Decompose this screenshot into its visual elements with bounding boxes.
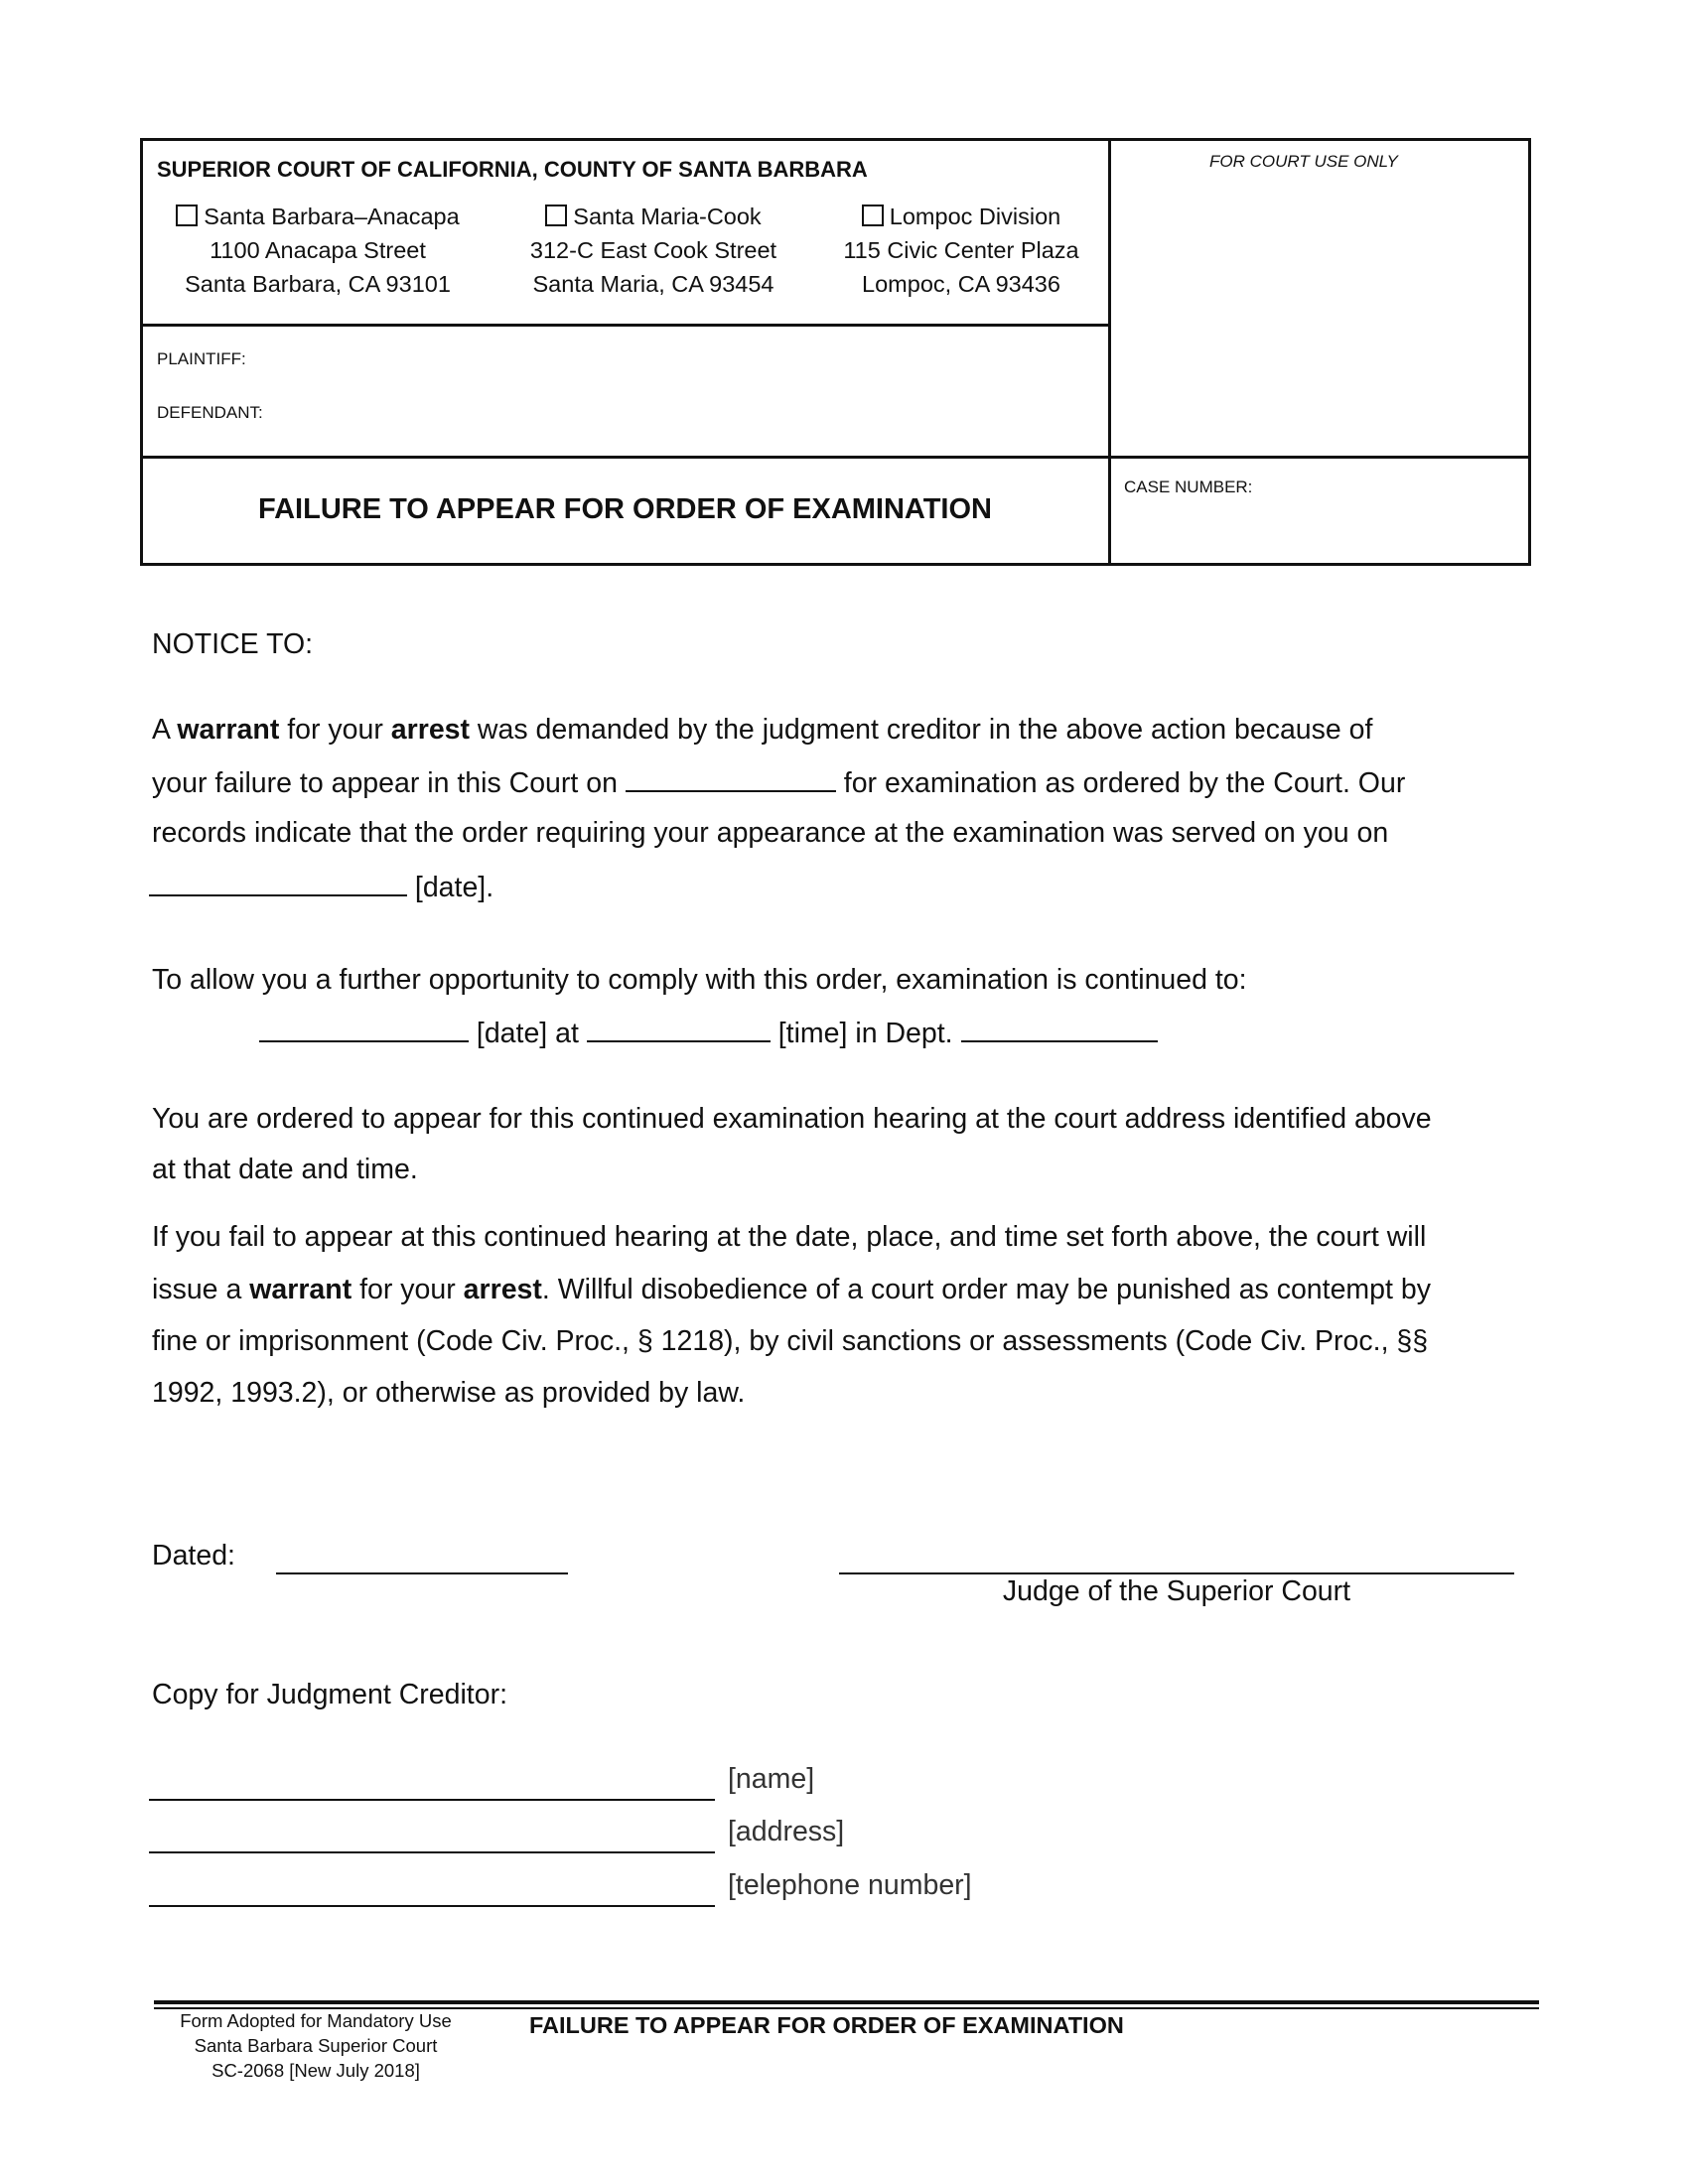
continued-time-blank[interactable] [587, 1015, 771, 1042]
text: [date] at [469, 1018, 587, 1049]
footer-line: Santa Barbara Superior Court [194, 2035, 438, 2056]
checkbox[interactable] [176, 205, 198, 226]
emphasis: warrant [249, 1274, 352, 1305]
text: for your [279, 714, 391, 746]
notice-to: NOTICE TO: [152, 628, 314, 660]
location-santa-barbara [159, 200, 477, 301]
for-court-use-label: FOR COURT USE ONLY [1209, 152, 1398, 171]
location-street: 312-C East Cook Street [529, 237, 777, 263]
location-city: Santa Barbara, CA 93101 [185, 271, 451, 297]
location-street: 115 Civic Center Plaza [843, 237, 1079, 263]
location-option[interactable] [159, 200, 477, 233]
text: [date]. [407, 872, 494, 903]
plaintiff-label: PLAINTIFF: [157, 349, 246, 368]
text: issue a [152, 1274, 250, 1305]
creditor-name-label: [name] [728, 1763, 815, 1795]
text: A [152, 714, 178, 746]
dept-blank[interactable] [961, 1015, 1158, 1042]
divider [140, 324, 1109, 327]
court-name: SUPERIOR COURT OF CALIFORNIA, COUNTY OF SANTA BARBARA [157, 157, 868, 182]
location-name: Lompoc Division [889, 204, 1061, 229]
paragraph-1-line-1 [152, 714, 1372, 747]
emphasis: arrest [463, 1274, 542, 1305]
paragraph-4-line-2 [152, 1274, 1431, 1306]
divider [140, 456, 1531, 459]
paragraph-1-line-3: records indicate that the order requiring your appearance at the examination was served on you on [152, 817, 1389, 849]
form-title: FAILURE TO APPEAR FOR ORDER OF EXAMINATION [258, 493, 992, 525]
creditor-phone-line[interactable] [149, 1905, 715, 1907]
checkbox[interactable] [545, 205, 567, 226]
location-street: 1100 Anacapa Street [210, 237, 426, 263]
creditor-name-line[interactable] [149, 1799, 715, 1801]
continued-date-blank[interactable] [259, 1015, 469, 1042]
paragraph-4-line-4: 1992, 1993.2), or otherwise as provided by law. [152, 1377, 746, 1409]
text: [time] in Dept. [770, 1018, 961, 1049]
paragraph-1-line-2 [152, 764, 1405, 800]
footer-line: Form Adopted for Mandatory Use [180, 2010, 452, 2031]
paragraph-2-line-2 [259, 1015, 1158, 1050]
location-name: Santa Maria-Cook [573, 204, 762, 229]
footer-line: SC-2068 [New July 2018] [211, 2060, 420, 2081]
creditor-address-line[interactable] [149, 1851, 715, 1853]
paragraph-4-line-3: fine or imprisonment (Code Civ. Proc., § 1218), by civil sanctions or assessments (Code Civ. Proc., §§ [152, 1325, 1429, 1357]
location-santa-maria [494, 200, 812, 301]
paragraph-1-line-4 [149, 869, 493, 904]
text: for examination as ordered by the Court. Our [835, 767, 1406, 799]
location-name: Santa Barbara–Anacapa [204, 204, 460, 229]
judge-signature-line[interactable] [839, 1572, 1514, 1574]
location-option[interactable] [802, 200, 1120, 233]
footer-form-info [157, 2008, 475, 2083]
checkbox[interactable] [862, 205, 884, 226]
paragraph-3-line-1: You are ordered to appear for this continued examination hearing at the court address identified above [152, 1103, 1432, 1135]
creditor-phone-label: [telephone number] [728, 1869, 972, 1901]
location-city: Santa Maria, CA 93454 [532, 271, 774, 297]
case-number-label: CASE NUMBER: [1124, 478, 1253, 496]
emphasis: warrant [177, 714, 280, 746]
location-option[interactable] [494, 200, 812, 233]
paragraph-2-line-1: To allow you a further opportunity to comply with this order, examination is continued to: [152, 964, 1247, 996]
served-date-blank[interactable] [149, 869, 407, 896]
footer-title: FAILURE TO APPEAR FOR ORDER OF EXAMINATION [529, 2012, 1124, 2038]
text: was demanded by the judgment creditor in the above action because of [470, 714, 1373, 746]
text: . Willful disobedience of a court order may be punished as contempt by [541, 1274, 1431, 1305]
judge-label: Judge of the Superior Court [1002, 1575, 1351, 1607]
defendant-label: DEFENDANT: [157, 403, 263, 422]
footer-rule [154, 2000, 1539, 2004]
paragraph-4-line-1: If you fail to appear at this continued hearing at the date, place, and time set forth above, the court will [152, 1221, 1427, 1253]
dated-blank[interactable] [276, 1572, 568, 1574]
text: your failure to appear in this Court on [152, 767, 626, 799]
paragraph-3-line-2: at that date and time. [152, 1154, 418, 1185]
copy-for-creditor-label: Copy for Judgment Creditor: [152, 1679, 507, 1710]
text: for your [352, 1274, 464, 1305]
dated-label: Dated: [152, 1540, 235, 1571]
emphasis: arrest [390, 714, 471, 746]
failure-date-blank[interactable] [626, 764, 836, 792]
location-city: Lompoc, CA 93436 [862, 271, 1060, 297]
location-lompoc [802, 200, 1120, 301]
creditor-address-label: [address] [728, 1816, 845, 1847]
